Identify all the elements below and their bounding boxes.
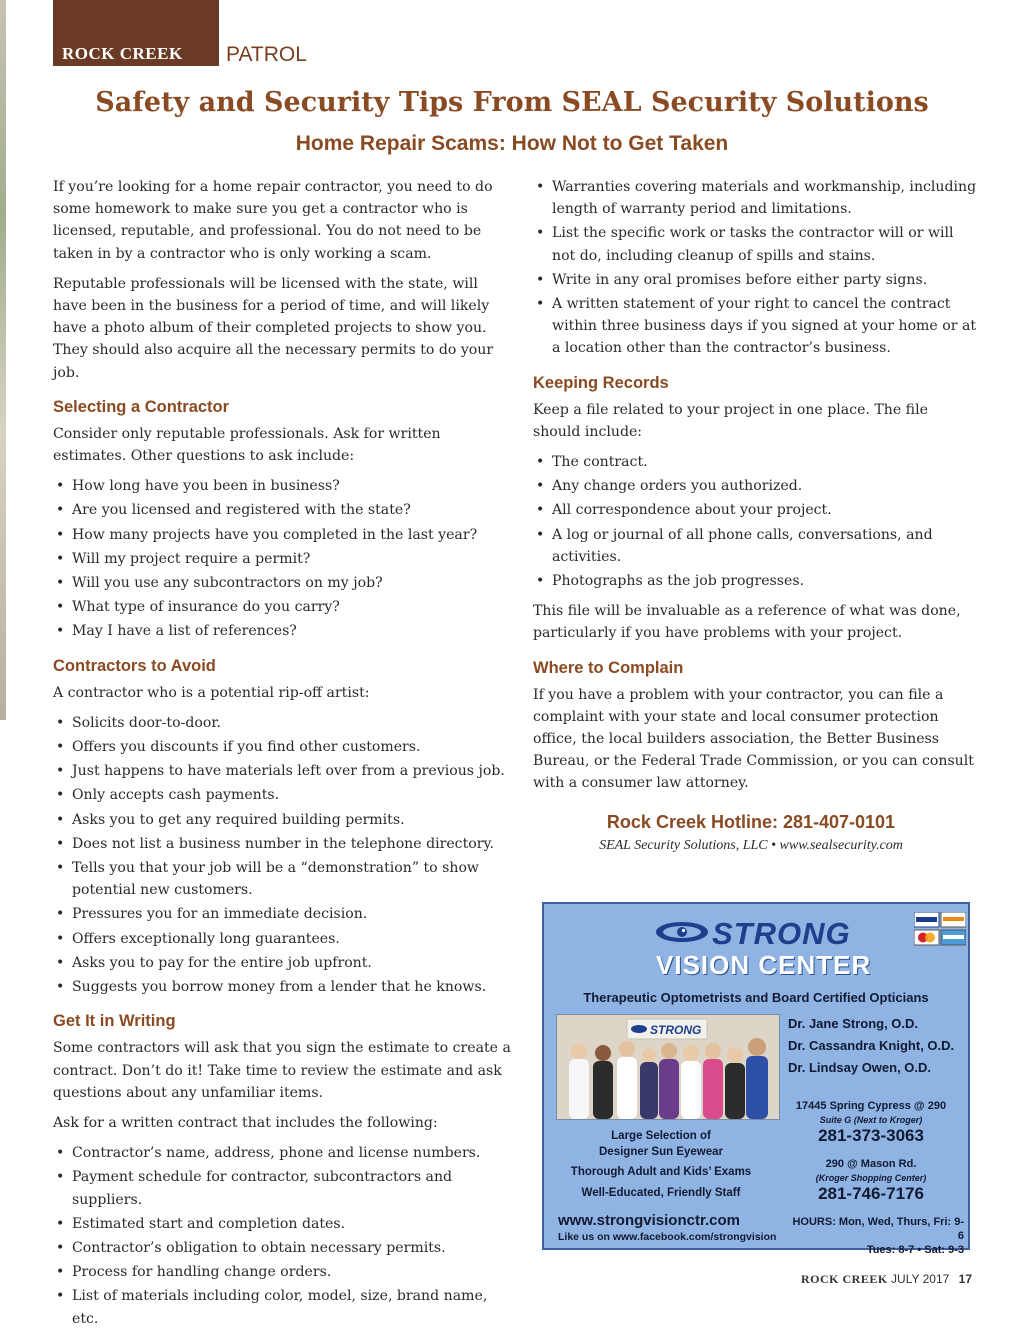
location-1-suite: Suite G (Next to Kroger) — [819, 1115, 923, 1125]
records-text: Keep a file related to your project in one place. The file should include: — [533, 401, 928, 440]
list-item: • Warranties covering materials and workmanship, including length of warranty period and limitations. — [533, 176, 978, 220]
list-item: • Any change orders you authorized. — [533, 475, 978, 497]
ad-hours-line: HOURS: Mon, Wed, Thurs, Fri: 9-6 — [792, 1216, 964, 1242]
list-item: • All correspondence about your project. — [533, 499, 978, 521]
list-item: • Contractor’s obligation to obtain necessary permits. — [53, 1237, 513, 1259]
left-column — [53, 176, 513, 1338]
masthead-section: PATROL — [226, 43, 307, 66]
list-item: • Asks you to pay for the entire job upfront. — [53, 952, 513, 974]
staff-photo — [556, 1014, 780, 1120]
list-item: • Only accepts cash payments. — [53, 784, 513, 806]
records-after-text: This file will be invaluable as a reference of what was done, particularly if you have problems with your project. — [533, 603, 961, 642]
section-heading-avoid: Contractors to Avoid — [53, 656, 216, 675]
list-item: • Just happens to have materials left over from a previous job. — [53, 760, 513, 782]
records-list — [533, 451, 978, 592]
hotline: Rock Creek Hotline: 281-407-0101 — [606, 812, 896, 832]
doctor-name: Dr. Cassandra Knight, O.D. — [788, 1038, 955, 1053]
location-2-phone: 281-746-7176 — [818, 1184, 924, 1203]
complain-text: If you have a problem with your contractor, you can file a complaint with your state and local consumer protection office, the local builders association, the Better Business Bureau, or the Federal Trade Commission, or you can consult with a consumer law attorney. — [533, 686, 974, 792]
staff-photo-illustration — [557, 1015, 779, 1119]
ad-feature: Large Selection of — [611, 1130, 711, 1142]
location-1-phone: 281-373-3063 — [818, 1126, 924, 1145]
list-item: • Write in any oral promises before either party signs. — [533, 269, 978, 291]
list-item: • Are you licensed and registered with the state? — [53, 499, 513, 521]
list-item: • Asks you to get any required building permits. — [53, 809, 513, 831]
advertisement — [542, 902, 970, 1256]
ad-hours-line: Tues: 8-7 • Sat: 9-3 — [866, 1244, 964, 1256]
masthead-brand: ROCK CREEK — [62, 44, 183, 63]
article-subtitle: Home Repair Scams: How Not to Get Taken — [295, 132, 729, 155]
list-item: • Photographs as the job progresses. — [533, 570, 978, 592]
writing-list-continued — [533, 176, 978, 360]
list-item: • Estimated start and completion dates. — [53, 1213, 513, 1235]
ad-feature: Designer Sun Eyewear — [599, 1146, 723, 1158]
list-item: • Pressures you for an immediate decision. — [53, 903, 513, 925]
page-footer — [801, 1272, 972, 1287]
list-item: • List of materials including color, model, size, brand name, etc. — [53, 1285, 513, 1329]
ad-website: www.strongvisionctr.com — [558, 1212, 740, 1229]
article-title: Safety and Security Tips From SEAL Security Solutions — [95, 87, 929, 118]
list-item: • Payment schedule for contractor, subcontractors and suppliers. — [53, 1166, 513, 1210]
staff-figures — [569, 1038, 768, 1119]
doctor-name: Dr. Lindsay Owen, O.D. — [788, 1060, 932, 1075]
section-heading-selecting: Selecting a Contractor — [53, 397, 230, 416]
selecting-list — [53, 475, 513, 642]
list-item: • Process for handling change orders. — [53, 1261, 513, 1283]
list-item: • List the specific work or tasks the contractor will or will not do, including cleanup of spills and stains. — [533, 222, 978, 266]
list-item: • Solicits door-to-door. — [53, 712, 513, 734]
intro-paragraph: If you’re looking for a home repair contractor, you need to do some homework to make sure you get a contractor who is licensed, reputable, and professional. You do not need to be taken in by a contractor who is only working a scam. — [53, 179, 493, 262]
payment-cards-icon — [914, 912, 966, 946]
section-heading-complain: Where to Complain — [533, 658, 684, 677]
ad-feature: Thorough Adult and Kids’ Exams — [570, 1166, 752, 1178]
list-item: • Tells you that your job will be a “demonstration” to show potential new customers. — [53, 857, 513, 901]
ad-brand-subname: VISION CENTER — [656, 950, 872, 980]
list-item: • May I have a list of references? — [53, 620, 513, 642]
list-item: • Offers you discounts if you find other customers. — [53, 736, 513, 758]
location-1-address: 17445 Spring Cypress @ 290 — [795, 1100, 947, 1112]
list-item: • The contract. — [533, 451, 978, 473]
list-item: • Will you use any subcontractors on my job? — [53, 572, 513, 594]
article-credits: SEAL Security Solutions, LLC • www.sealsecurity.com — [599, 838, 903, 853]
list-item: • How long have you been in business? — [53, 475, 513, 497]
list-item: • Does not list a business number in the telephone directory. — [53, 833, 513, 855]
photo-sign-text: STRONG — [650, 1023, 702, 1037]
intro-paragraph: Reputable professionals will be licensed with the state, will have been in the business for a period of time, and will likely have a photo album of their completed projects to show you. They should also acquire all the necessary permits to do your job. — [53, 275, 494, 381]
list-item: • A log or journal of all phone calls, conversations, and activities. — [533, 524, 978, 568]
ad-facebook: Like us on www.facebook.com/strongvision — [558, 1231, 777, 1243]
avoid-list — [53, 712, 513, 998]
right-column — [533, 176, 978, 803]
ad-hours — [788, 1215, 964, 1257]
avoid-text: A contractor who is a potential rip-off artist: — [53, 684, 370, 701]
location-2-suite: (Kroger Shopping Center) — [815, 1173, 927, 1183]
section-heading-writing: Get It in Writing — [53, 1012, 176, 1031]
list-item: • What type of insurance do you carry? — [53, 596, 513, 618]
ad-feature: Well-Educated, Friendly Staff — [581, 1187, 741, 1199]
selecting-text: Consider only reputable professionals. Ask for written estimates. Other questions to ask include: — [53, 425, 441, 465]
ad-brand-name: STRONG — [712, 916, 851, 951]
footer-issue: JULY 2017 — [891, 1272, 950, 1286]
page-number: 17 — [958, 1272, 972, 1286]
list-item: • Will my project require a permit? — [53, 548, 513, 570]
writing-list — [53, 1142, 513, 1330]
list-item: • How many projects have you completed in the last year? — [53, 524, 513, 546]
section-heading-records: Keeping Records — [533, 373, 669, 392]
footer-brand: ROCK CREEK — [801, 1272, 888, 1286]
writing-text: Some contractors will ask that you sign the estimate to create a contract. Don’t do it! Take time to review the estimate and ask questions about any unfamiliar items. — [53, 1040, 511, 1101]
list-item: • A written statement of your right to cancel the contract within three business days if you signed at your home or at a location other than the contractor’s business. — [533, 293, 978, 360]
list-item: • Offers exceptionally long guarantees. — [53, 928, 513, 950]
list-item: • Suggests you borrow money from a lender that he knows. — [53, 976, 513, 998]
location-2-address: 290 @ Mason Rd. — [825, 1158, 917, 1170]
list-item: • Contractor’s name, address, phone and license numbers. — [53, 1142, 513, 1164]
doctor-name: Dr. Jane Strong, O.D. — [788, 1016, 919, 1031]
writing-text: Ask for a written contract that includes the following: — [53, 1114, 438, 1131]
ad-tagline: Therapeutic Optometrists and Board Certified Opticians — [583, 990, 929, 1005]
eye-logo-icon — [654, 920, 710, 944]
